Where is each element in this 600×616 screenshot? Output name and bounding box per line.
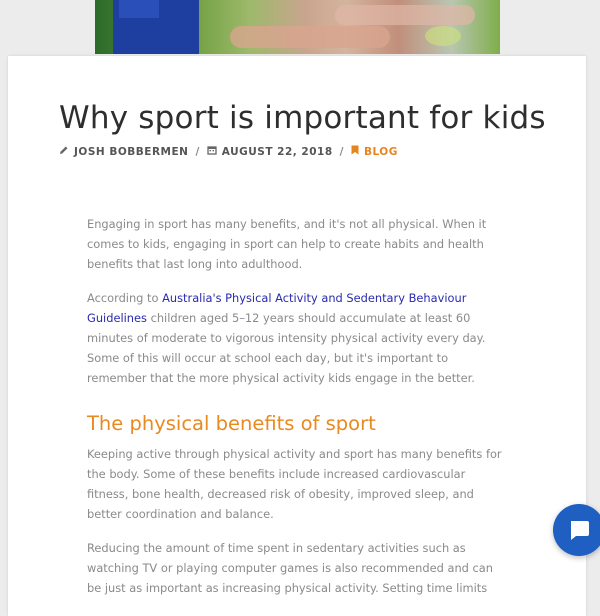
bookmark-icon [351,145,359,158]
meta-separator: / [195,145,200,158]
guidelines-text-before: According to [87,291,163,305]
guidelines-link[interactable]: Australia's Physical Activity and Sedentary Behaviour Guidelines [87,291,467,325]
intro-paragraph: Engaging in sport has many benefits, and it's not all physical. When it comes to kids, engaging in sport can help to create habits and health benefits that last long into adulthood. [87,217,487,271]
chat-button[interactable] [553,504,600,556]
hero-child-shirt [119,0,159,18]
author-link[interactable]: JOSH BOBBERMEN [74,145,189,158]
hero-hand [335,5,475,25]
hero-ball [425,26,461,46]
chat-bubble-icon [567,518,591,542]
hero-hand [230,26,390,48]
post-meta [59,145,398,158]
section-heading-physical: The physical benefits of sport [87,412,376,435]
guidelines-text-after: children aged 5–12 years should accumulate at least 60 minutes of moderate to vigorous intensity physical activity every day. Some of this will occur at school each day, but it's important to remember that the more physical activity kids engage in the better. [87,311,486,385]
calendar-icon [207,145,217,158]
article-card [8,56,586,616]
post-date: AUGUST 22, 2018 [221,145,333,158]
article-body [87,214,507,612]
sedentary-paragraph: Reducing the amount of time spent in sedentary activities such as watching TV or playing computer games is also recommended and can be just as important as increasing physical activity. Setting time limits [87,541,493,595]
hero-image [95,0,500,54]
page-title: Why sport is important for kids [59,100,546,136]
meta-separator: / [339,145,344,158]
physical-benefits-paragraph: Keeping active through physical activity and sport has many benefits for the body. Some of these benefits include increased cardiovascular fitness, bone health, decreased risk of obesity, improved sleep, and better coordination and balance. [87,447,502,521]
category-link[interactable]: BLOG [363,145,398,158]
pencil-icon [59,145,69,158]
guidelines-paragraph [87,288,507,388]
